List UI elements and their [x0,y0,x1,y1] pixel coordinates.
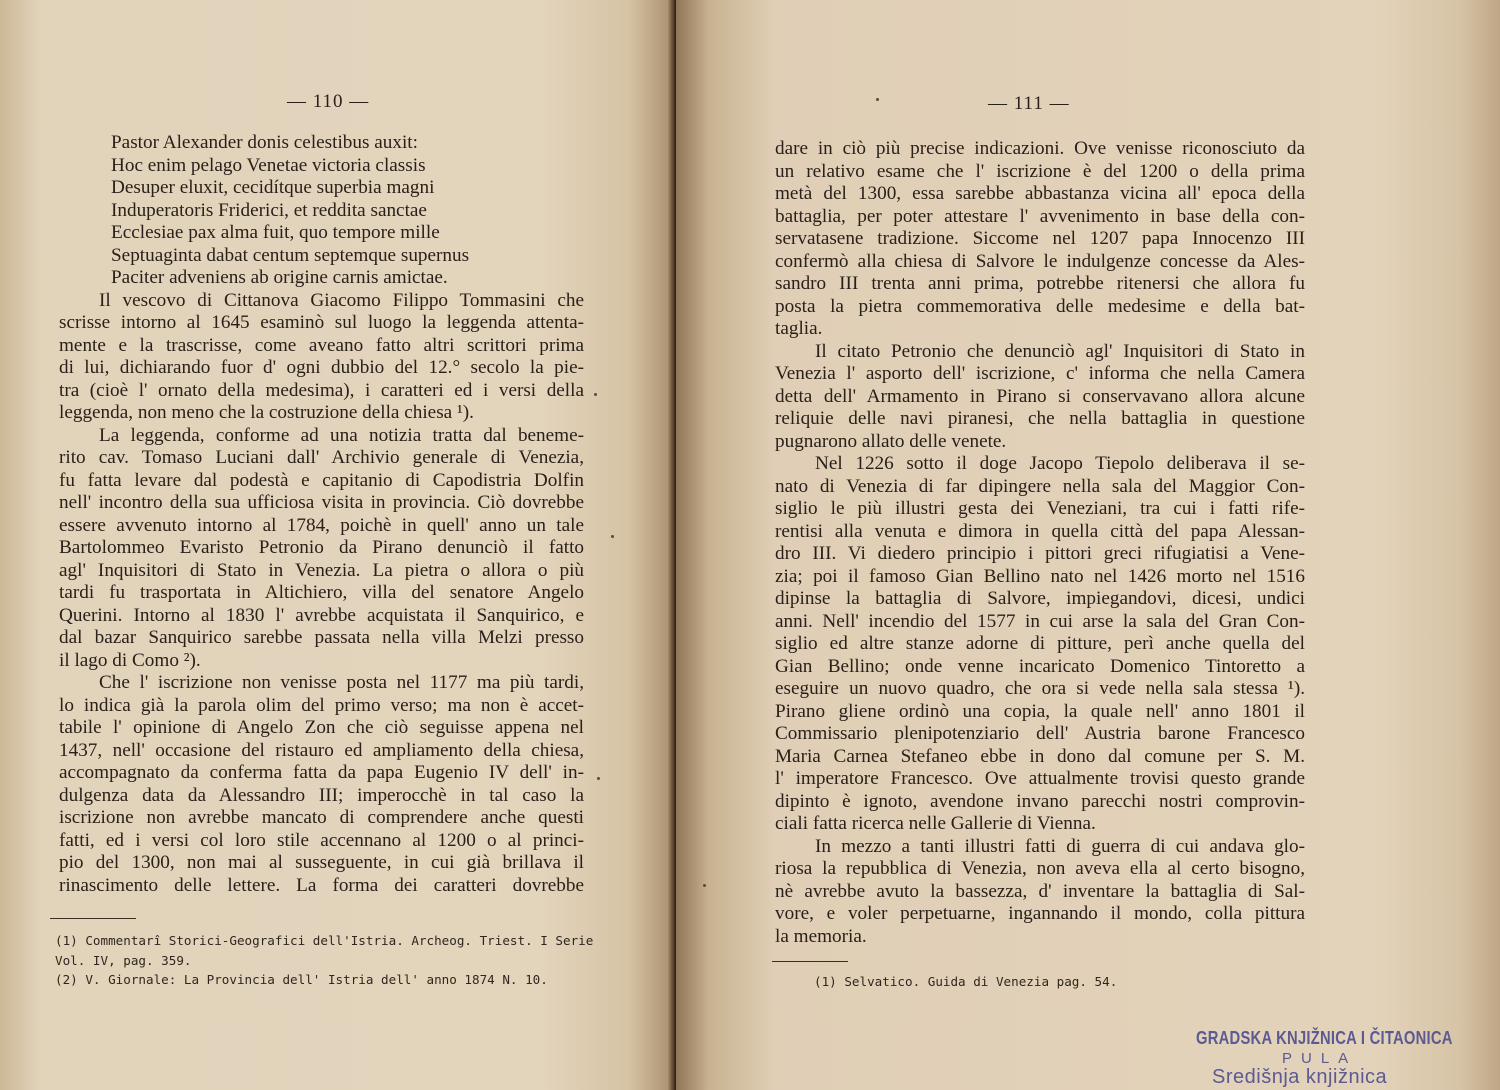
text-line: 1437, nell' occasione del ristauro ed ampliamento della chiesa, [59,739,584,761]
text-line: ciali fatta ricerca nelle Gallerie di Vienna. [775,813,1096,834]
text-line: un relativo esame che l' iscrizione è del 1200 o della prima [775,160,1305,182]
text-line: sandro III trenta anni prima, potrebbe ritenersi che allora fu [775,273,1305,294]
text-line: La leggenda, conforme ad una notizia tratta dal beneme- [99,424,584,446]
text-line: pugnarono allato delle venete. [775,430,1007,452]
page-number: — 110 — [287,91,370,112]
text-line: dare in ciò più precise indicazioni. Ove venisse riconosciuto da [775,138,1305,159]
page-number: — 111 — [988,93,1070,114]
footnotes [814,972,1234,992]
text-line: Maria Carnea Stefaneo ebbe in dono dal comune per S. M. [775,745,1305,767]
paragraph [59,290,584,425]
body-text [59,132,584,897]
text-line: siglio le più illustri gesta dei Veneziani, tra cui i fatti rife- [775,498,1305,519]
text-line: nè avrebbe avuto la bassezza, d' inventare la battaglia di Sal- [775,880,1305,902]
footnote-line: (1) Commentarî Storici-Geografici dell'Istria. Archeog. Triest. I Serie [55,933,594,948]
paper-speck [594,393,597,396]
verse-line: Induperatoris Friderici, et reddita sanctae [111,199,427,221]
footnote-line: (2) V. Giornale: La Provincia dell' Istria dell' anno 1874 N. 10. [55,972,548,987]
verse-line: Desuper eluxit, cecidítque superbia magni [111,177,435,198]
text-line: tardi fu trasportata in Altichiero, villa del senatore Angelo [59,582,584,603]
text-line: battaglia, per poter attestare l' avvenimento in base della con- [775,205,1305,227]
footnote-line: (1) Selvatico. Guida di Venezia pag. 54. [814,974,1118,989]
text-line: Commissario plenipotenziario dell' Austria barone Francesco [775,723,1305,744]
text-line: Venezia l' asporto dell' iscrizione, c' informa che nella Camera [775,363,1305,384]
text-line: dro III. Vi diedero principio i pittori greci rifugiatisi a Vene- [775,543,1305,564]
paper-speck [611,535,614,538]
text-line: siglio ed altre stanze adorne di pitture, perì anche quella del [775,633,1305,654]
footnotes [55,931,594,990]
text-line: leggenda, non meno che la costruzione della chiesa ¹). [59,402,474,423]
paragraph [775,138,1305,341]
text-line: Bartolommeo Evaristo Petronio da Pirano denunciò il fatto [59,537,584,558]
text-line: Pirano gliene ordinò una copia, la quale nell' anno 1801 il [775,700,1305,722]
footnote-rule [772,961,848,962]
stamp-city: PULA [1282,1050,1358,1067]
text-line: tra (cioè l' ornato della medesima), i caratteri ed i versi della [59,379,584,401]
footnote-rule [50,918,136,919]
text-line: fatti, ed i versi col loro stile accennano al 1200 o al princi- [59,829,584,851]
text-line: Nel 1226 sotto il doge Jacopo Tiepolo deliberava il se- [815,453,1305,474]
text-line: detta dell' Armamento in Pirano si conservavano allora alcune [775,385,1305,407]
paragraph [775,341,1305,454]
text-line: In mezzo a tanti illustri fatti di guerra di cui andava glo- [815,835,1305,857]
text-line: Il vescovo di Cittanova Giacomo Filippo Tommasini che [99,289,584,311]
left-page [0,0,676,1090]
body-text [775,138,1305,948]
paper-speck [876,98,879,101]
text-line: iscrizione non avrebbe mancato di comprendere anche questi [59,807,584,828]
text-line: nell' incontro della sua ufficiosa visita in provincia. Ciò dovrebbe [59,492,584,513]
text-line: essere avvenuto intorno al 1784, poichè in quell' anno un tale [59,514,584,536]
text-line: vore, e voler perpetuarne, ingannando il mondo, colla pittura [775,903,1305,924]
text-line: accompagnato da conferma fatta da papa Eugenio IV dell' in- [59,762,584,783]
stamp-library-name: GRADSKA KNJIŽNICA I ČITAONICA [1196,1028,1453,1048]
text-line: metà del 1300, essa sarebbe abbastanza vicina all' epoca della [775,183,1305,204]
verse-line: Pastor Alexander donis celestibus auxit: [111,132,418,153]
text-line: agl' Inquisitori di Stato in Venezia. La pietra o allora o più [59,559,584,581]
text-line: Che l' iscrizione non venisse posta nel 1177 ma più tardi, [99,672,584,693]
right-page [676,0,1500,1090]
text-line: dipinto è ignoto, avendone invano parecchi nostri comprovin- [775,790,1305,812]
stamp-branch: Središnja knjižnica [1212,1066,1388,1088]
text-line: scrisse intorno al 1645 esaminò sul luogo la leggenda attenta- [59,312,584,333]
latin-verse [59,132,584,290]
text-line: Il citato Petronio che denunciò agl' Inquisitori di Stato in [815,340,1305,362]
text-line: Querini. Intorno al 1830 l' avrebbe acquistata il Sanquirico, e [59,604,584,626]
verse-line: Septuaginta dabat centum septemque supernus [111,244,470,266]
text-line: rentisi alla venuta e dimora in quella città del papa Alessan- [775,520,1305,542]
text-line: l' imperatore Francesco. Ove attualmente trovisi questo grande [775,768,1305,789]
text-line: Gian Bellino; onde venne incaricato Domenico Tintoretto a [775,655,1305,677]
text-line: eseguire un nuovo quadro, che ora si vede nella sala stessa ¹). [775,678,1305,699]
verse-line: Ecclesiae pax alma fuit, quo tempore mille [111,222,440,243]
text-line: zia; poi il famoso Gian Bellino nato nel 1426 morto nel 1516 [775,565,1305,587]
text-line: mente e la trascrisse, come aveano fatto altri scrittori prima [59,334,584,356]
paragraph [775,836,1305,949]
text-line: taglia. [775,318,823,339]
text-line: reliquie delle navi piranesi, che nella battaglia in questione [775,408,1305,429]
text-line: pio del 1300, non mai al susseguente, in cui già brillava il [59,852,584,873]
paper-speck [703,884,706,887]
text-line: tabile l' opinione di Angelo Zon che ciò seguisse appena nel [59,717,584,738]
text-line: dulgenza data da Alessandro III; imperocchè in tal caso la [59,784,584,806]
paragraph [775,453,1305,836]
text-line: lo indica già la parola olim del primo verso; ma non è accet- [59,694,584,716]
text-line: di lui, dichiarando fuor d' ogni dubbio del 12.° secolo la pie- [59,357,584,378]
text-line: fu fatta levare dal podestà e capitanio di Capodistria Dolfin [59,469,584,491]
text-line: servatasene tradizione. Siccome nel 1207 papa Innocenzo III [775,228,1305,249]
paragraph [59,672,584,897]
text-line: dal bazar Sanquirico sarebbe passata nella villa Melzi presso [59,627,584,648]
text-line: dipinse la battaglia di Salvore, impiegandovi, dicesi, undici [775,588,1305,609]
paper-speck [597,777,600,780]
footnote-line: Vol. IV, pag. 359. [55,952,192,968]
text-line: la memoria. [775,925,867,947]
verse-line: Hoc enim pelago Venetae victoria classis [111,154,426,176]
text-line: rito cav. Tomaso Luciani dall' Archivio generale di Venezia, [59,447,584,468]
text-line: il lago di Como ²). [59,649,201,671]
text-line: posta la pietra commemorativa delle medesime e della bat- [775,295,1305,317]
text-line: anni. Nell' incendio del 1577 in cui arse la sala del Gran Con- [775,610,1305,632]
paragraph [59,425,584,673]
text-line: rinascimento delle lettere. La forma dei caratteri dovrebbe [59,874,584,896]
verse-line: Paciter adveniens ab origine carnis amictae. [111,267,448,288]
text-line: riosa la repubblica di Venezia, non aveva ella al certo bisogno, [775,858,1305,879]
text-line: confermò alla chiesa di Salvore le indulgenze concesse da Ales- [775,250,1305,272]
text-line: nato di Venezia di far dipingere nella sala del Maggior Con- [775,475,1305,497]
library-stamp [1194,1026,1453,1090]
